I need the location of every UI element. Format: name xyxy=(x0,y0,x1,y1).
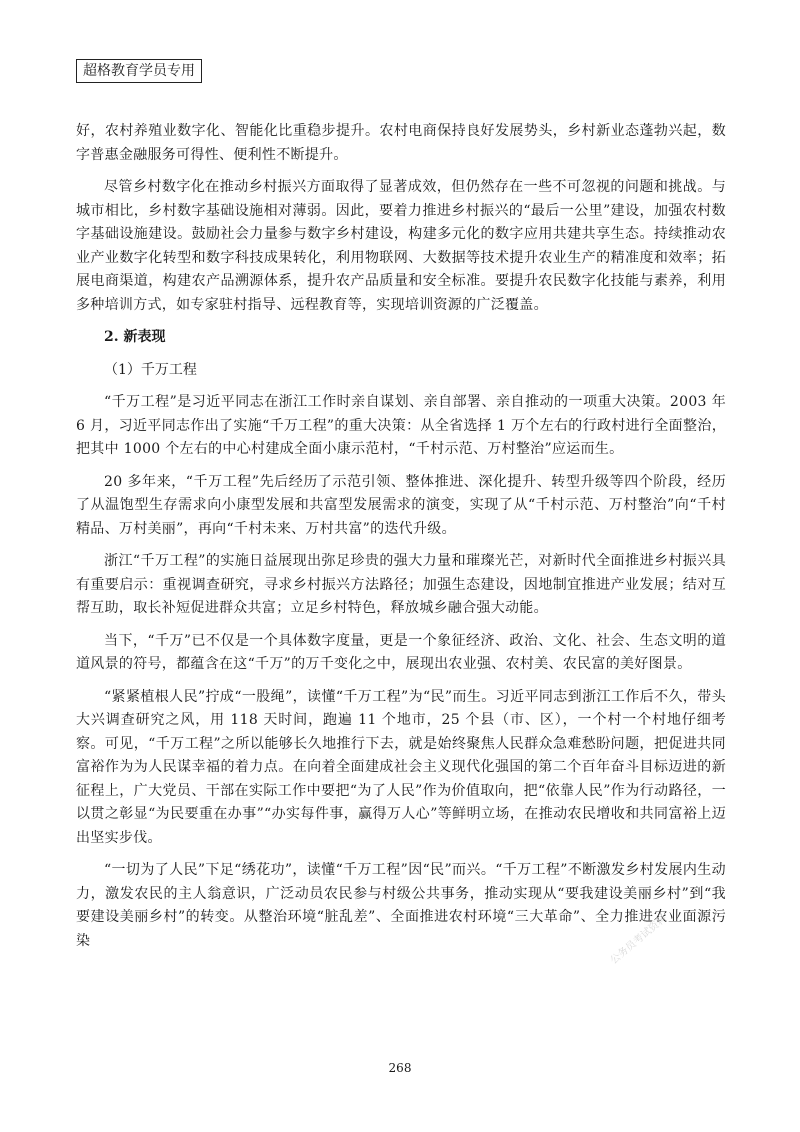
paragraph: 浙江“千万工程”的实施日益展现出弥足珍贵的强大力量和璀璨光芒，对新时代全面推进乡村振兴具有重要启示：重视调查研究，寻求乡村振兴方法路径；加强生态建设，因地制宜推进产业发展；结对互帮互助，取长补短促进群众共富；立足乡村特色，释放城乡融合强大动能。 xyxy=(76,553,726,616)
paragraph: 当下，“千万”已不仅是一个具体数字度量，更是一个象征经济、政治、文化、社会、生态文明的道道风景的符号，都蕴含在这“千万”的万千变化之中，展现出农业强、农村美、农民富的美好图景。 xyxy=(76,632,726,672)
section-heading: 2. 新表现 xyxy=(104,329,166,345)
subheading: （1）千万工程 xyxy=(104,361,197,378)
page-number: 268 xyxy=(388,1061,412,1075)
paragraph: “一切为了人民”下足“绣花功”，读懂“千万工程”因“民”而兴。“千万工程”不断激发乡村发展内生动力，激发农民的主人翁意识，广泛动员农民参与村级公共事务，推动实现从“要我建设美丽乡村”到“我要建设美丽乡村”的转变。从整治环境“脏乱差”、全面推进农村环境“三大革命”、全力推进农业面源污染 xyxy=(76,862,726,949)
watermark: 公务员考试资料 xyxy=(608,913,670,967)
header-tag: 超格教育学员专用 xyxy=(76,59,202,83)
paragraph: 好，农村养殖业数字化、智能化比重稳步提升。农村电商保持良好发展势头，乡村新业态蓬勃兴起，数字普惠金融服务可得性、便利性不断提升。 xyxy=(76,123,726,163)
paragraph: “千万工程”是习近平同志在浙江工作时亲自谋划、亲自部署、亲自推动的一项重大决策。2003 年 6 月，习近平同志作出了实施“千万工程”的重大决策：从全省选择 1 万个左右的行政村进行全面整治，把其中 1000 个左右的中心村建成全面小康示范村，“千村示范、万村整治”应运而生。 xyxy=(76,394,726,457)
paragraph: 尽管乡村数字化在推动乡村振兴方面取得了显著成效，但仍然存在一些不可忽视的问题和挑战。与城市相比，乡村数字基础设施相对薄弱。因此，要着力推进乡村振兴的“最后一公里”建设，加强农村数字基础设施建设。鼓励社会力量参与数字乡村建设，构建多元化的数字应用共建共享生态。持续推动农业产业数字化转型和数字科技成果转化，利用物联网、大数据等技术提升农业生产的精准度和效率；拓展电商渠道，构建农产品溯源体系，提升农产品质量和安全标准。要提升农民数字化技能与素养，利用多种培训方式，如专家驻村指导、远程教育等，实现培训资源的广泛覆盖。 xyxy=(76,179,726,313)
paragraph: 20 多年来，“千万工程”先后经历了示范引领、整体推进、深化提升、转型升级等四个阶段，经历了从温饱型生存需求向小康型发展和共富型发展需求的演变，实现了从“千村示范、万村整治”向“千村精品、万村美丽”，再向“千村未来、万村共富”的迭代升级。 xyxy=(76,473,726,537)
document-body xyxy=(76,120,726,962)
paragraph: “紧紧植根人民”拧成“一股绳”，读懂“千万工程”为“民”而生。习近平同志到浙江工作后不久，带头大兴调查研究之风，用 118 天时间，跑遍 11 个地市，25 个县（市、区），一个村一个村地仔细考察。可见，“千万工程”之所以能够长久地推行下去，就是始终聚焦人民群众急难愁盼问题，把促进共同富裕作为为人民谋幸福的着力点。在向着全面建成社会主义现代化强国的第二个百年奋斗目标迈进的新征程上，广大党员、干部在实际工作中要把“为了人民”作为价值取向，把“依靠人民”作为行动路径，一以贯之彰显“为民要重在办事”“办实每件事，赢得万人心”等鲜明立场，在推动农民增收和共同富裕上迈出坚实步伐。 xyxy=(76,688,726,846)
